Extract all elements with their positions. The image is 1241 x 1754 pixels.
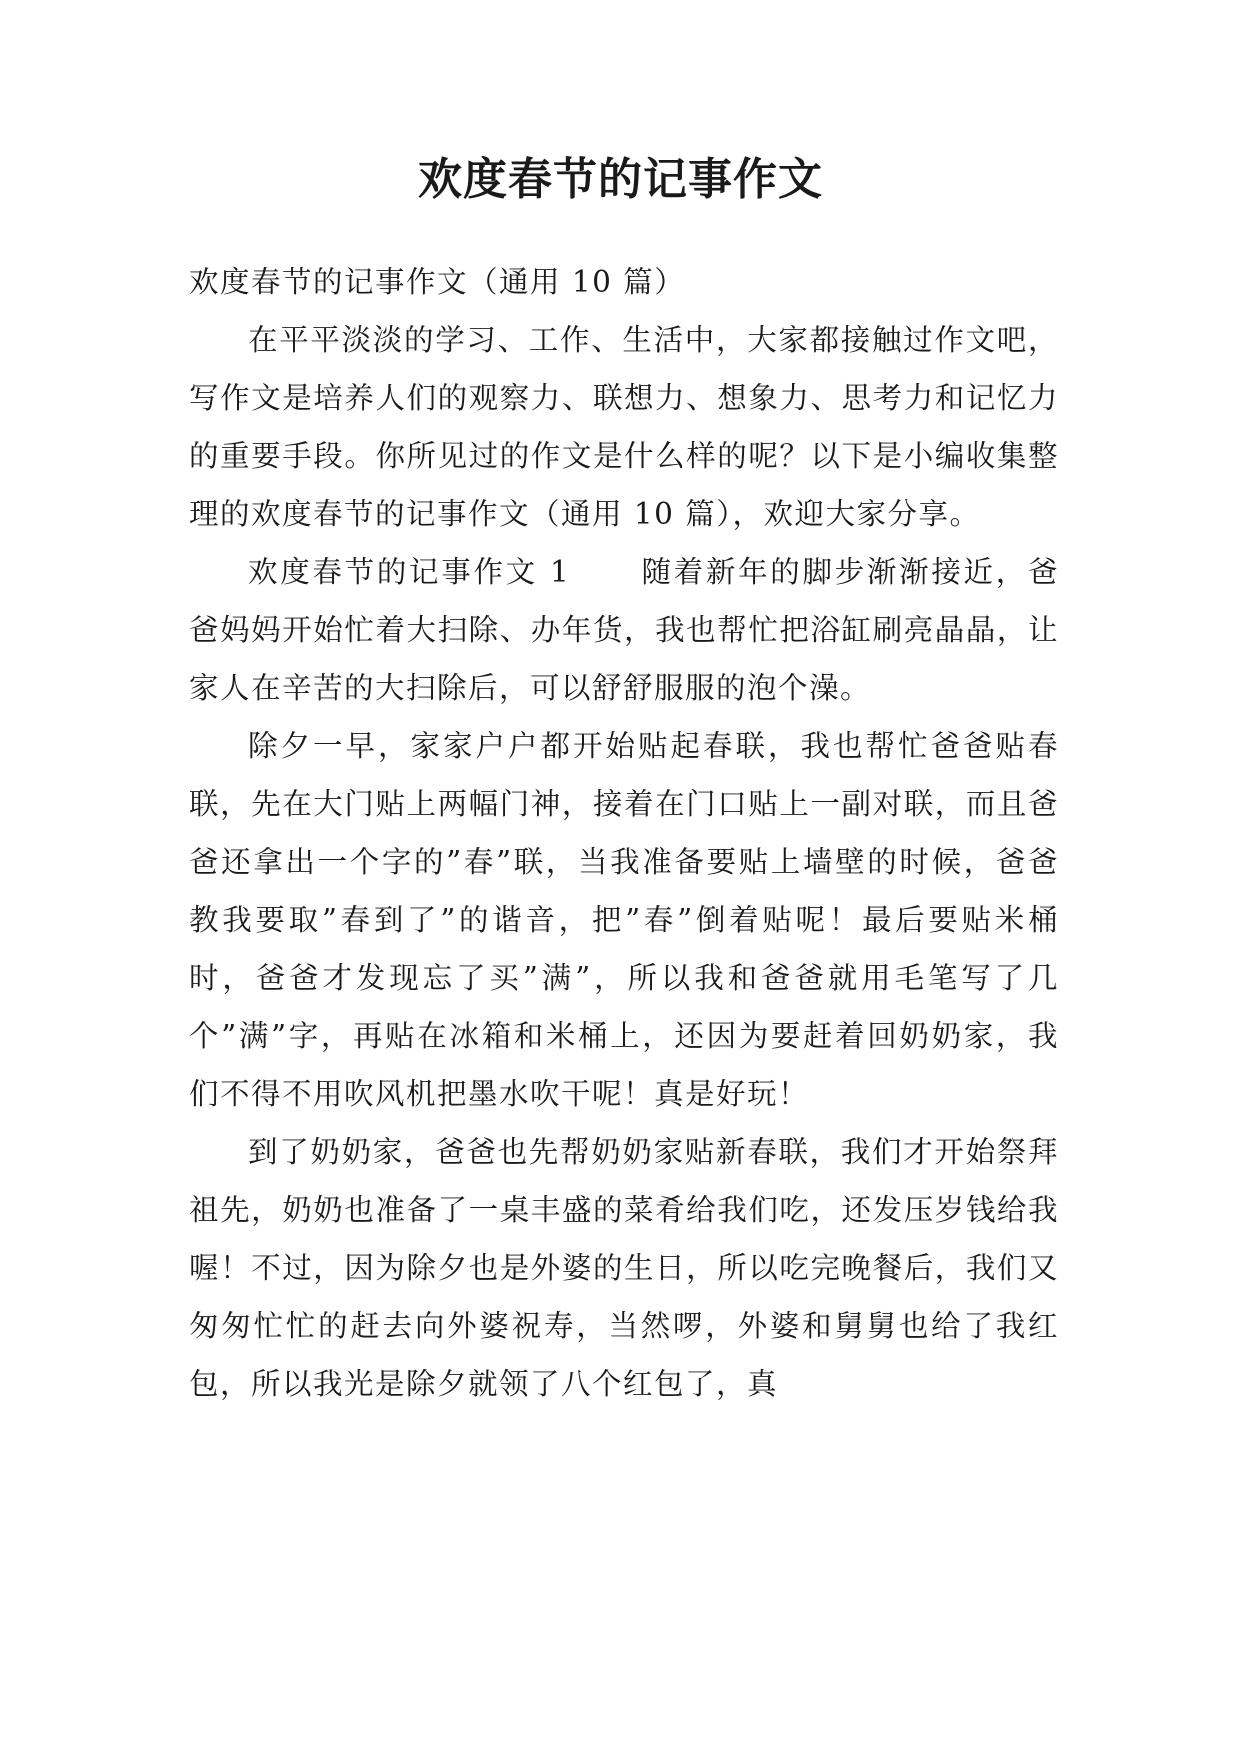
essay-1-paragraph-3: 到了奶奶家，爸爸也先帮奶奶家贴新春联，我们才开始祭拜祖先，奶奶也准备了一桌丰盛的菜肴给我们吃，还发压岁钱给我喔！不过，因为除夕也是外婆的生日，所以吃完晚餐后，我们又匆匆忙忙的赶去向外婆祝寿，当然啰，外婆和舅舅也给了我红包，所以我光是除夕就领了八个红包了，真 <box>189 1135 1059 1401</box>
document-subtitle: 欢度春节的记事作文（通用 10 篇） <box>189 265 686 299</box>
essay-1-heading: 欢度春节的记事作文 1 <box>248 555 571 589</box>
intro-paragraph: 在平平淡淡的学习、工作、生活中，大家都接触过作文吧，写作文是培养人们的观察力、联想力、想象力、思考力和记忆力的重要手段。你所见过的作文是什么样的呢？以下是小编收集整理的欢度春节的记事作文（通用 10 篇），欢迎大家分享。 <box>189 323 1059 531</box>
document-title: 欢度春节的记事作文 <box>418 154 823 205</box>
document-body <box>189 253 1059 1413</box>
essay-1-paragraph-1-text: 随着新年的脚步渐渐接近，爸爸妈妈开始忙着大扫除、办年货，我也帮忙把浴缸刷亮晶晶，让家人在辛苦的大扫除后，可以舒舒服服的泡个澡。 <box>189 555 1059 705</box>
essay-1-paragraph-1 <box>189 543 1059 717</box>
essay-1-paragraph-2: 除夕一早，家家户户都开始贴起春联，我也帮忙爸爸贴春联，先在大门贴上两幅门神，接着在门口贴上一副对联，而且爸爸还拿出一个字的”春”联，当我准备要贴上墙壁的时候，爸爸教我要取”春到了”的谐音，把”春”倒着贴呢！最后要贴米桶时，爸爸才发现忘了买”满”，所以我和爸爸就用毛笔写了几个”满”字，再贴在冰箱和米桶上，还因为要赶着回奶奶家，我们不得不用吹风机把墨水吹干呢！真是好玩！ <box>189 729 1059 1111</box>
